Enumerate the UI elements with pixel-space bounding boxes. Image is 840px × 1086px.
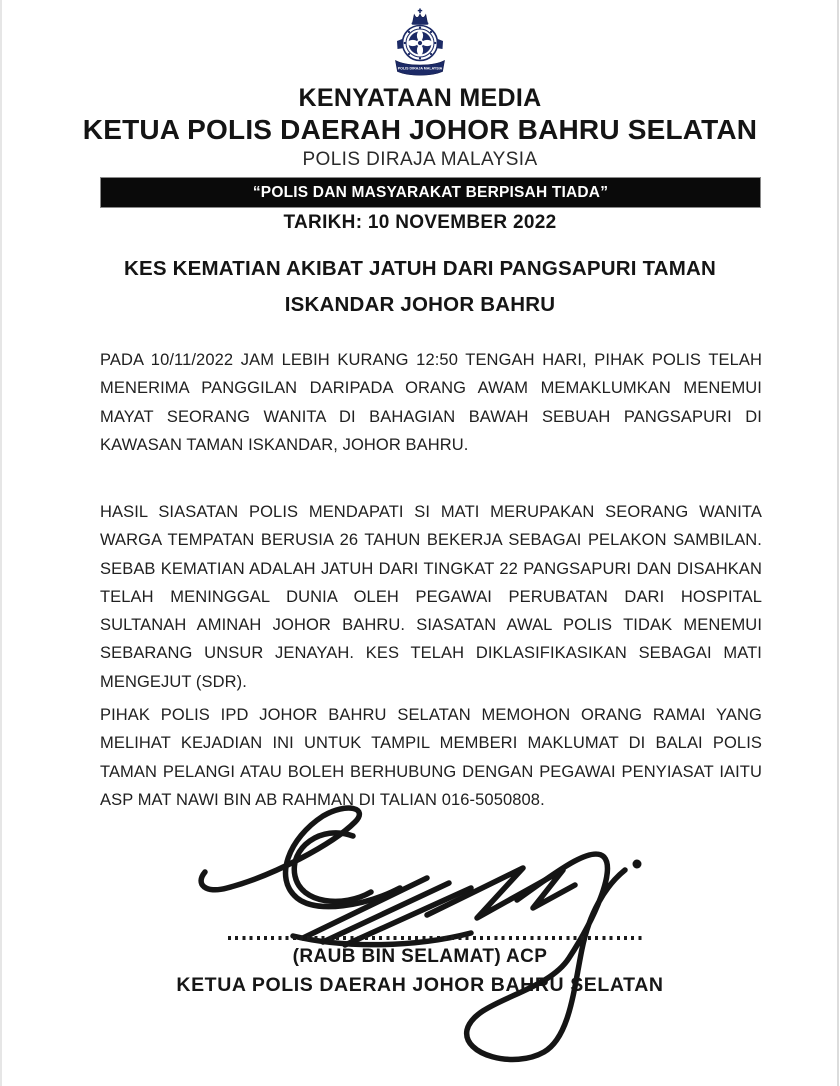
signatory-position: KETUA POLIS DAERAH JOHOR BAHRU SELATAN	[176, 974, 664, 996]
heading-ketua-polis-daerah: KETUA POLIS DAERAH JOHOR BAHRU SELATAN	[82, 114, 758, 145]
signature-dotted-line	[228, 936, 642, 940]
motto-banner-text: “POLIS DAN MASYARAKAT BERPISAH TIADA”	[252, 183, 609, 201]
heading-kenyataan-media: KENYATAAN MEDIA	[298, 84, 542, 112]
crest-ribbon-text: POLIS DIRAJA MALAYSIA	[397, 66, 443, 71]
signatory-name: (RAUB BIN SELAMAT) ACP	[292, 946, 548, 967]
paragraph-investigation-findings: HASIL SIASATAN POLIS MENDAPATI SI MATI MERUPAKAN SEORANG WANITA WARGA TEMPATAN BERUSIA 26 TAHUN BEKERJA SEBAGAI PELAKON SAMBILAN. SEBAB KEMATIAN ADALAH JATUH DARI TINGKAT 22 PANGSAPURI DAN DISAHKAN TELAH MENINGGAL DUNIA OLEH PEGAWAI PERUBATAN DARI HOSPITAL SULTANAH AMINAH JOHOR BAHRU. SIASATAN AWAL POLIS TIDAK MENEMUI SEBARANG UNSUR JENAYAH. KES TELAH DIKLASIFIKASIKAN SEBAGAI MATI MENGEJUT (SDR).	[100, 503, 762, 691]
crest-container	[0, 8, 840, 76]
motto-banner	[100, 177, 761, 208]
paragraph-incident-report: PADA 10/11/2022 JAM LEBIH KURANG 12:50 TENGAH HARI, PIHAK POLIS TELAH MENERIMA PANGGILAN DARIPADA ORANG AWAM MEMAKLUMKAN MENEMUI MAYAT SEORANG WANITA DI BAHAGIAN BAWAH SEBUAH PANGSAPURI DI KAWASAN TAMAN ISKANDAR, JOHOR BAHRU.	[100, 351, 762, 454]
pdrm-crest-icon	[387, 8, 453, 76]
signature-block	[0, 795, 840, 1086]
date-line: TARIKH: 10 NOVEMBER 2022	[283, 212, 557, 233]
signature-scribble	[175, 800, 665, 1080]
heading-polis-diraja-malaysia: POLIS DIRAJA MALAYSIA	[302, 149, 538, 170]
paragraph-public-appeal: PIHAK POLIS IPD JOHOR BAHRU SELATAN MEMOHON ORANG RAMAI YANG MELIHAT KEJADIAN INI UNTUK TAMPIL MEMBERI MAKLUMAT DI BALAI POLIS TAMAN PELANGI ATAU BOLEH BERHUBUNG DENGAN PEGAWAI PENYIASAT IAITU ASP MAT NAWI BIN AB RAHMAN DI TALIAN 016-5050808.	[100, 706, 762, 809]
document-title: KES KEMATIAN AKIBAT JATUH DARI PANGSAPURI TAMAN ISKANDAR JOHOR BAHRU	[123, 257, 717, 316]
